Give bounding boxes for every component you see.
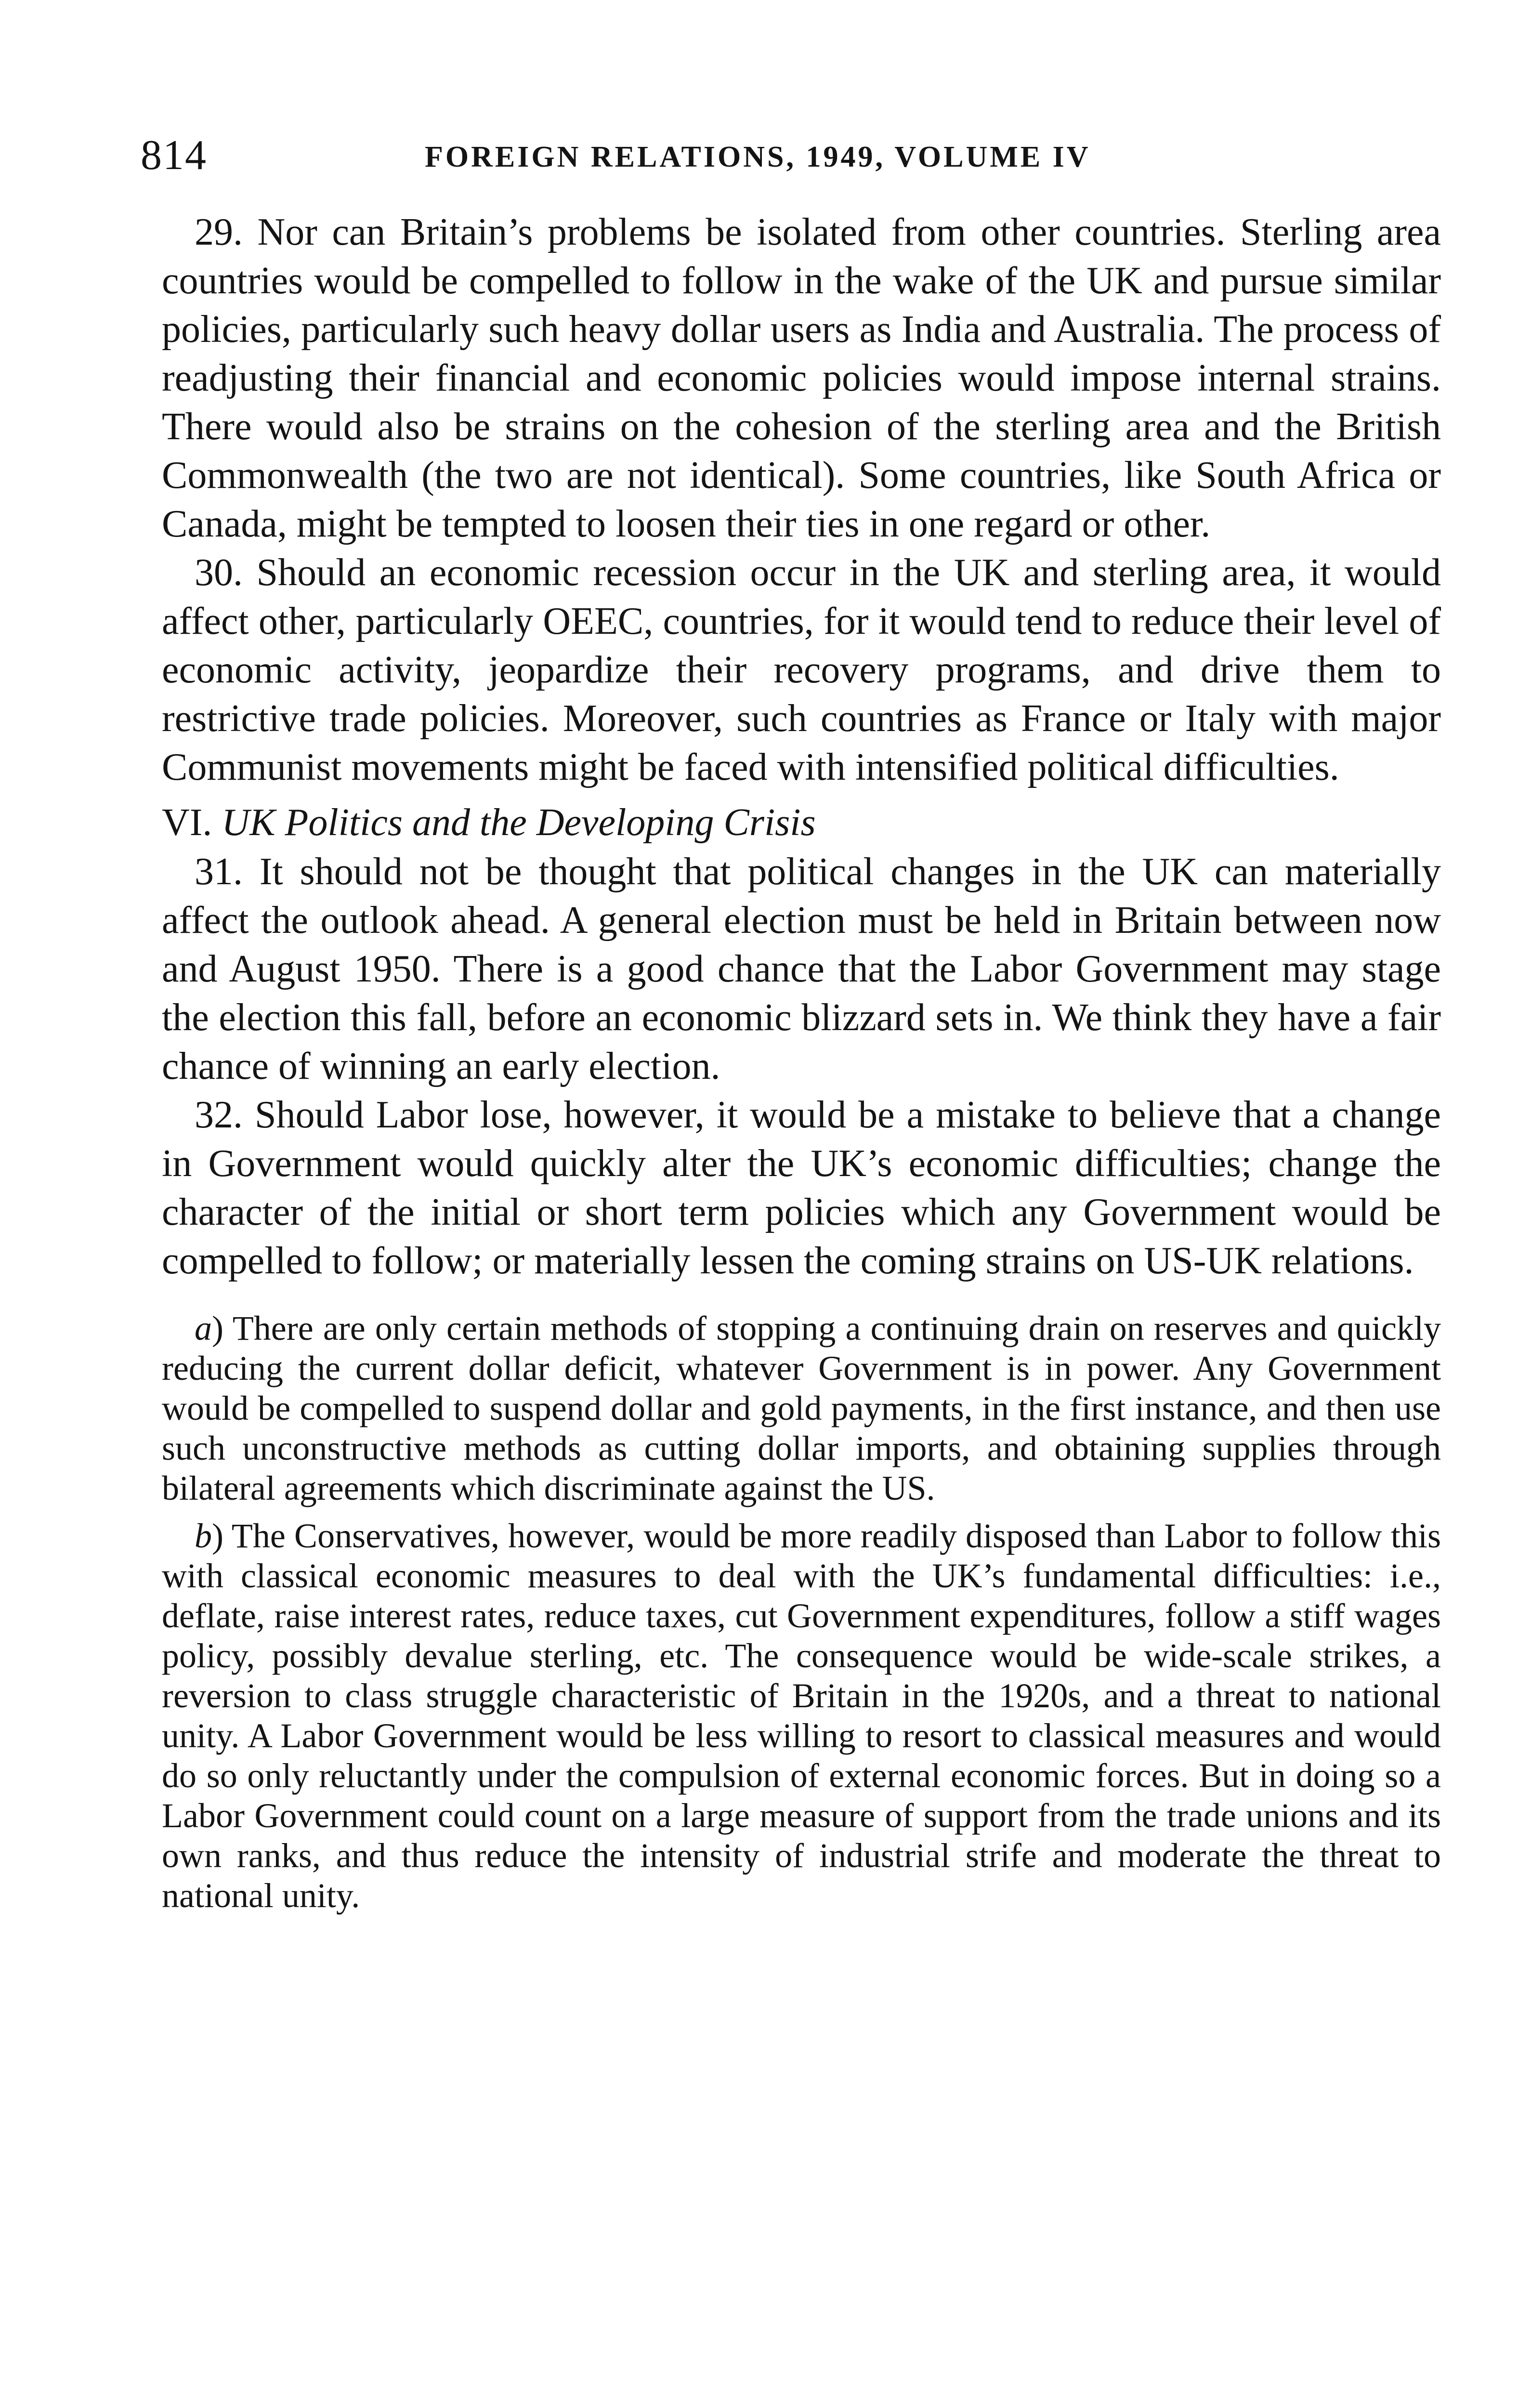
section-title: UK Politics and the Developing Crisis [222, 801, 816, 844]
body-text [162, 208, 1441, 1916]
subparagraph-b-text: ) The Conservatives, however, would be more readily disposed than Labor to follow this with classical economic measures to deal with the UK’s fundamental difficulties: i.e., deflate, raise interest rates, reduce taxes, cut Government expenditures, follow a stiff wages policy, possibly devalue sterling, etc. The consequence would be wide-scale strikes, a reversion to class struggle characteristic of Britain in the 1920s, and a threat to national unity. A Labor Government would be less willing to resort to classical measures and would do so only reluctantly under the compulsion of external economic forces. But in doing so a Labor Government could count on a large measure of support from the trade unions and its own ranks, and thus reduce the intensity of industrial strife and moderate the threat to national unity. [162, 1517, 1441, 1915]
paragraph-29: 29. Nor can Britain’s problems be isolated from other countries. Sterling area countries would be compelled to follow in the wake of the UK and pursue similar policies, particularly such heavy dollar users as India and Australia. The process of readjusting their financial and economic policies would impose internal strains. There would also be strains on the cohesion of the sterling area and the British Commonwealth (the two are not identical). Some countries, like South Africa or Canada, might be tempted to loosen their ties in one regard or other. [162, 211, 1441, 545]
paragraph-32: 32. Should Labor lose, however, it would be a mistake to believe that a change in Government would quickly alter the UK’s economic difficulties; change the character of the initial or short term policies which any Government would be compelled to follow; or materially lessen the coming strains on US-UK relations. [162, 1094, 1441, 1282]
paragraph-30: 30. Should an economic recession occur in the UK and sterling area, it would affect other, particularly OEEC, countries, for it would tend to reduce their level of economic activity, jeopardize their recovery programs, and drive them to restrictive trade policies. Moreover, such countries as France or Italy with major Communist movements might be faced with intensified political difficulties. [162, 551, 1441, 788]
page-number: 814 [141, 132, 207, 179]
paragraph-31: 31. It should not be thought that political changes in the UK can materially affect the outlook ahead. A general election must be held in Britain between now and August 1950. There is a good chance that the Labor Government may stage the election this fall, before an economic blizzard sets in. We think they have a fair chance of winning an early election. [162, 851, 1441, 1087]
section-heading-vi [162, 798, 1441, 848]
subparagraph-b [162, 1516, 1441, 1916]
running-head: FOREIGN RELATIONS, 1949, VOLUME IV [425, 141, 1091, 173]
section-number: VI. [162, 801, 212, 844]
subparagraph-b-label: b [195, 1517, 212, 1555]
subparagraph-a-text: ) There are only certain methods of stopping a continuing drain on reserves and quickly reducing the current dollar deficit, whatever Government is in power. Any Government would be compelled to suspend dollar and gold payments, in the first instance, and then use such unconstructive methods as cutting dollar imports, and obtaining supplies through bilateral agreements which discriminate against the US. [162, 1309, 1441, 1507]
subparagraph-block [162, 1309, 1441, 1916]
page-header [141, 129, 1441, 182]
subparagraph-a-label: a [195, 1309, 212, 1348]
subparagraph-a [162, 1309, 1441, 1508]
